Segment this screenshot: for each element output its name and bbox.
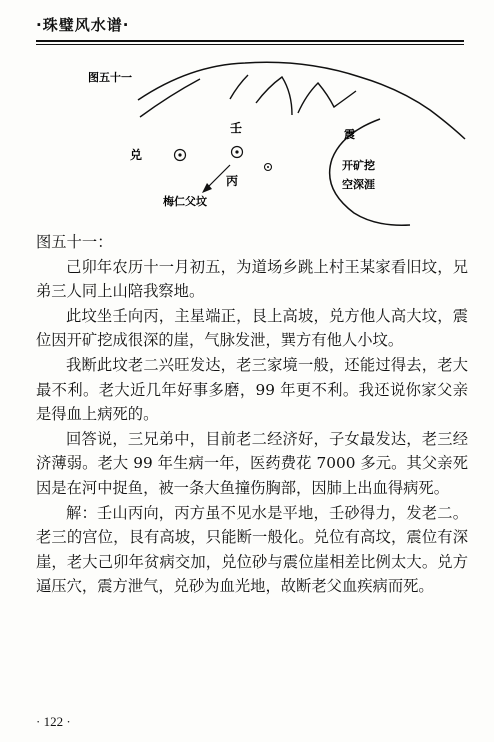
page-number: · 122 · bbox=[36, 714, 71, 729]
direction-label-dui: 兑 bbox=[130, 148, 143, 162]
pit-cliff-curve bbox=[330, 119, 410, 225]
figure-heading: 图五十一： bbox=[36, 233, 113, 251]
pit-label-line2: 空深涯 bbox=[342, 178, 375, 191]
inner-ridge-1 bbox=[230, 75, 248, 99]
figure-label: 图五十一 bbox=[88, 71, 132, 84]
header-rule-thin bbox=[36, 44, 464, 45]
figure-51-diagram bbox=[60, 55, 470, 230]
left-slope-line bbox=[140, 79, 200, 117]
paragraph: 己卯年农历十一月初五，为道场乡跳上村王某家看旧坟，兄弟三人同上山陪我察地。 bbox=[36, 257, 468, 301]
paragraph: 回答说，三兄弟中，目前老二经济好，子女最发达，老三经济薄弱。老大 99 年生病一年，医药费花 7000 多元。其父亲死因是在河中捉鱼，被一条大鱼撞伤胸部，因肺上出血得病死。 bbox=[36, 429, 468, 497]
direction-label-ren: 壬 bbox=[230, 121, 243, 135]
header-rule-thick bbox=[36, 40, 464, 42]
mountain-ridge bbox=[138, 62, 465, 139]
inner-ridge-2 bbox=[256, 77, 292, 115]
article-body bbox=[36, 230, 468, 599]
direction-label-zhen: 震 bbox=[344, 128, 355, 141]
paragraph: 我断此坟老二兴旺发达，老三家境一般，还能过得去，老大最不利。老大近几年好事多磨，99 年更不利。我还说你家父亲是得血上病死的。 bbox=[36, 355, 468, 424]
pit-label-line1: 开矿挖 bbox=[342, 159, 375, 172]
direction-label-bing: 丙 bbox=[226, 174, 239, 188]
paragraph: 此坟坐壬向丙，主星端正，艮上高坡，兑方他人高大坟，震位因开矿挖成很深的崖，气脉发泄，巽方有他人小坟。 bbox=[36, 306, 468, 350]
grave-label: 梅仁父坟 bbox=[163, 195, 207, 208]
running-header: ·珠璧风水谱· bbox=[36, 16, 130, 34]
inner-ridge-3 bbox=[298, 83, 356, 113]
paragraph: 解：壬山丙向，丙方虽不见水是平地，壬砂得力，发老二。老三的宫位，艮有高坡，只能断一般化。兑位有高坟，震位有深崖，老大己卯年贫病交加，兑位砂与震位崖相差比例太大。兑方逼压穴，震方泄气，兑砂为血光地，故断老父血疾病而死。 bbox=[36, 503, 468, 596]
